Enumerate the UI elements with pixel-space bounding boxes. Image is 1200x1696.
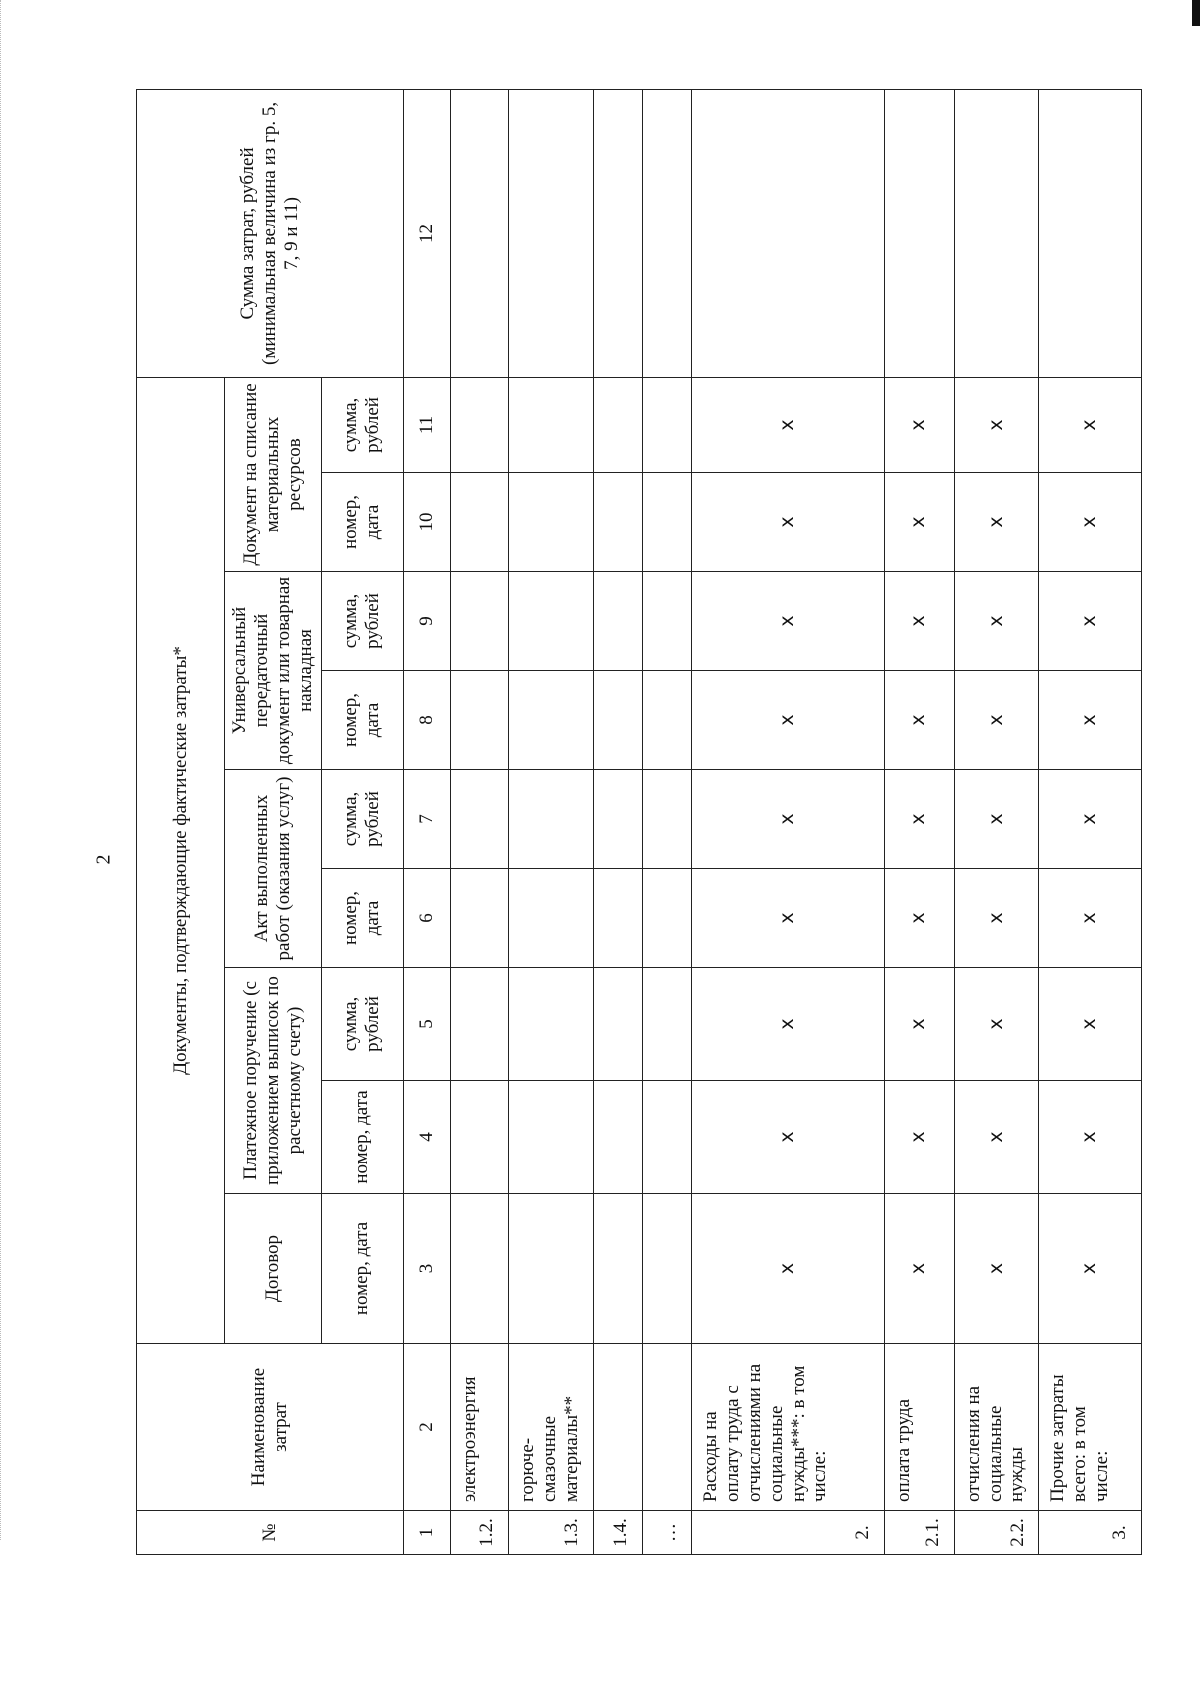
header-name: Наименование затрат (137, 1344, 404, 1511)
scan-edge-speck (0, 0, 3, 1540)
row-number: 1.3. (509, 1511, 594, 1555)
cell-empty (643, 671, 692, 770)
row-number: 2. (692, 1511, 885, 1555)
cell-mark: х (1039, 968, 1142, 1081)
row-number: 1.2. (450, 1511, 508, 1555)
cell-mark: х (692, 671, 885, 770)
row-number: 2.2. (954, 1511, 1039, 1555)
cell-empty (643, 770, 692, 869)
table-row (643, 89, 692, 1554)
cell-empty (450, 473, 508, 572)
row-name: отчисления на социальные нужды (954, 1344, 1039, 1511)
cell-empty (450, 671, 508, 770)
cell-mark: х (1039, 671, 1142, 770)
cell-mark: х (885, 377, 955, 472)
column-number: 3 (403, 1194, 450, 1344)
cell-mark: х (954, 1194, 1039, 1344)
cell-mark: х (692, 572, 885, 671)
subheader-upd-number-date: номер, дата (321, 671, 403, 770)
header-no: № (137, 1511, 404, 1555)
cell-empty (450, 1081, 508, 1194)
cell-mark: х (692, 377, 885, 472)
cell-empty (1039, 89, 1142, 377)
cell-empty (643, 572, 692, 671)
table-row (954, 89, 1039, 1554)
header-row-1 (137, 89, 225, 1554)
cell-mark: х (692, 1081, 885, 1194)
header-writeoff: Документ на списание материальных ресурсов (225, 377, 321, 571)
column-number: 12 (403, 89, 450, 377)
table-row (593, 89, 642, 1554)
table-row (450, 89, 508, 1554)
cell-mark: х (954, 869, 1039, 968)
cell-mark: х (885, 1081, 955, 1194)
scan-edge-mark (1192, 0, 1200, 26)
header-docs-group: Документы, подтверждающие фактические затраты* (137, 377, 225, 1343)
cell-empty (593, 671, 642, 770)
column-number: 8 (403, 671, 450, 770)
cell-empty (509, 1081, 594, 1194)
cell-mark: х (954, 377, 1039, 472)
column-number: 10 (403, 473, 450, 572)
cell-empty (954, 89, 1039, 377)
cell-mark: х (1039, 869, 1142, 968)
subheader-act-sum: сумма, рублей (321, 770, 403, 869)
cell-empty (450, 869, 508, 968)
column-number: 2 (403, 1344, 450, 1511)
cell-empty (593, 473, 642, 572)
cell-empty (509, 671, 594, 770)
row-name: электроэнергия (450, 1344, 508, 1511)
cell-mark: х (1039, 377, 1142, 472)
column-number: 1 (403, 1511, 450, 1555)
row-name: Прочие затраты всего: в том числе: (1039, 1344, 1142, 1511)
cell-empty (593, 1194, 642, 1344)
cell-empty (450, 572, 508, 671)
cell-empty (593, 1081, 642, 1194)
subheader-writeoff-number-date: номер, дата (321, 473, 403, 572)
table-row (885, 89, 955, 1554)
cell-mark: х (954, 770, 1039, 869)
cell-mark: х (692, 770, 885, 869)
column-number: 4 (403, 1081, 450, 1194)
subheader-contract-number-date: номер, дата (321, 1194, 403, 1344)
cell-mark: х (885, 869, 955, 968)
cell-mark: х (1039, 770, 1142, 869)
page-number: 2 (92, 854, 115, 865)
cell-mark: х (885, 968, 955, 1081)
subheader-writeoff-sum: сумма, рублей (321, 377, 403, 472)
cell-mark: х (885, 1194, 955, 1344)
cell-mark: х (1039, 473, 1142, 572)
cell-mark: х (1039, 1194, 1142, 1344)
cell-empty (593, 89, 642, 377)
header-act: Акт выполненных работ (оказания услуг) (225, 770, 321, 968)
cell-empty (885, 89, 955, 377)
cell-empty (593, 377, 642, 472)
column-numbers-row (403, 89, 450, 1554)
header-payment-order: Платежное поручение (с приложением выписок по расчетному счету) (225, 968, 321, 1194)
row-number: 1.4. (593, 1511, 642, 1555)
subheader-payment-number-date: номер, дата (321, 1081, 403, 1194)
cell-empty (643, 869, 692, 968)
cell-empty (509, 968, 594, 1081)
cell-empty (509, 1194, 594, 1344)
row-name: горюче-смазочные материалы** (509, 1344, 594, 1511)
cell-empty (643, 377, 692, 472)
cell-mark: х (885, 671, 955, 770)
cell-mark: х (954, 968, 1039, 1081)
cell-empty (593, 572, 642, 671)
header-contract: Договор (225, 1194, 321, 1344)
cell-empty (643, 89, 692, 377)
cell-mark: х (954, 572, 1039, 671)
cell-empty (450, 89, 508, 377)
cell-mark: х (1039, 572, 1142, 671)
row-name (593, 1344, 642, 1511)
cell-mark: х (692, 473, 885, 572)
row-name (643, 1344, 692, 1511)
cell-mark: х (954, 473, 1039, 572)
cell-empty (593, 770, 642, 869)
cell-mark: х (954, 671, 1039, 770)
column-number: 6 (403, 869, 450, 968)
cell-empty (643, 1194, 692, 1344)
cell-mark: х (692, 1194, 885, 1344)
cell-empty (509, 473, 594, 572)
row-number: 2.1. (885, 1511, 955, 1555)
column-number: 5 (403, 968, 450, 1081)
table-row (509, 89, 594, 1554)
cell-empty (643, 473, 692, 572)
rotated-table-container (136, 90, 1142, 1555)
cell-mark: х (885, 572, 955, 671)
subheader-act-number-date: номер, дата (321, 869, 403, 968)
cell-mark: х (885, 473, 955, 572)
header-upd: Универсальный передаточный документ или товарная накладная (225, 572, 321, 770)
cell-empty (509, 89, 594, 377)
column-number: 7 (403, 770, 450, 869)
cell-empty (450, 770, 508, 869)
row-name: Расходы на оплату труда с отчислениями на социальные нужды***: в том числе: (692, 1344, 885, 1511)
table-row (1039, 89, 1142, 1554)
header-total: Сумма затрат, рублей (минимальная величина из гр. 5, 7, 9 и 11) (137, 89, 404, 377)
cell-empty (509, 770, 594, 869)
cell-empty (643, 968, 692, 1081)
row-number: 3. (1039, 1511, 1142, 1555)
cell-empty (643, 1081, 692, 1194)
cell-empty (593, 869, 642, 968)
table-row (692, 89, 885, 1554)
column-number: 11 (403, 377, 450, 472)
cell-mark: х (1039, 1081, 1142, 1194)
cell-mark: х (692, 968, 885, 1081)
cell-mark: х (692, 869, 885, 968)
subheader-payment-sum: сумма, рублей (321, 968, 403, 1081)
cell-empty (450, 377, 508, 472)
subheader-upd-sum: сумма, рублей (321, 572, 403, 671)
cell-empty (692, 89, 885, 377)
cell-empty (593, 968, 642, 1081)
cell-empty (450, 968, 508, 1081)
cell-empty (509, 572, 594, 671)
cell-mark: х (954, 1081, 1039, 1194)
row-number: … (643, 1511, 692, 1555)
row-name: оплата труда (885, 1344, 955, 1511)
cell-empty (509, 377, 594, 472)
column-number: 9 (403, 572, 450, 671)
cell-empty (450, 1194, 508, 1344)
cell-mark: х (885, 770, 955, 869)
cell-empty (509, 869, 594, 968)
expense-documents-table (136, 89, 1142, 1555)
